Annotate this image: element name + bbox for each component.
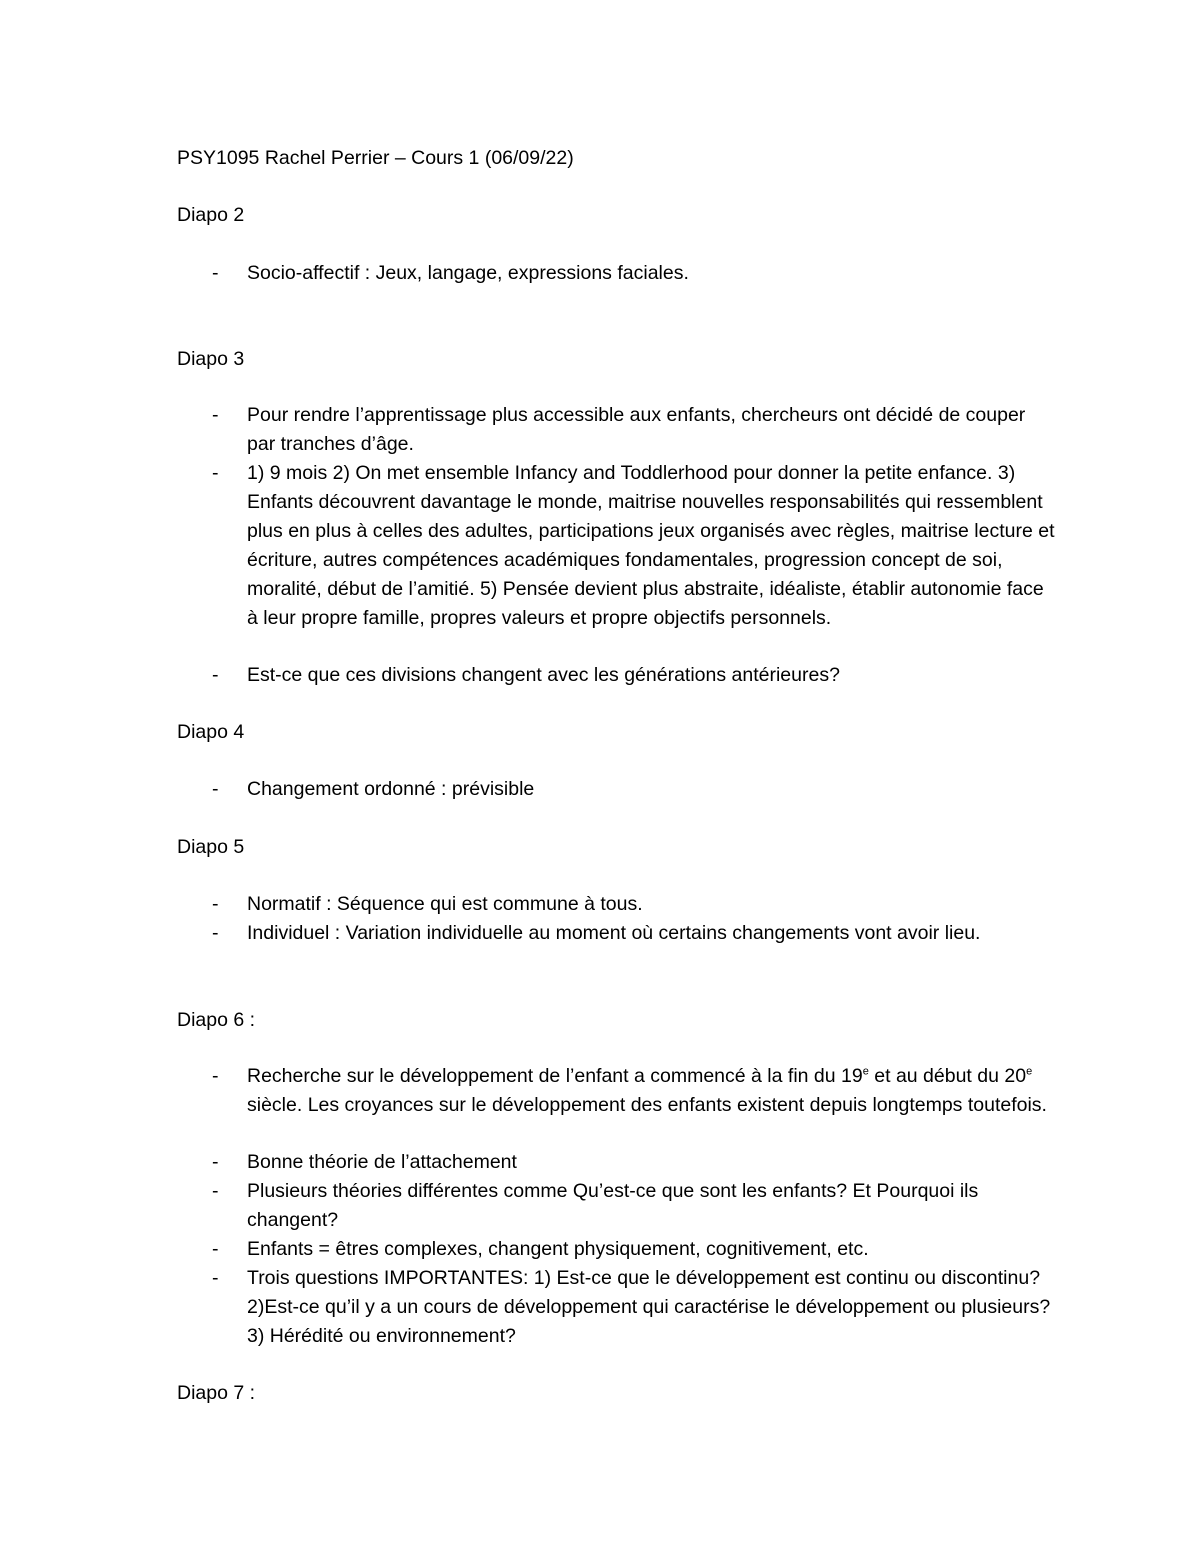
list-item: [177, 459, 1057, 633]
document-title: PSY1095 Rachel Perrier – Cours 1 (06/09/22): [177, 147, 574, 169]
bullet-dash: -: [212, 893, 219, 915]
heading-diapo-4: Diapo 4: [177, 721, 245, 743]
list-item-text: Bonne théorie de l’attachement: [247, 1151, 517, 1173]
list-item: [177, 1235, 1057, 1264]
list-item-text: Socio-affectif : Jeux, langage, expressions faciales.: [247, 262, 689, 284]
list-item-text: Pour rendre l’apprentissage plus accessible aux enfants, chercheurs ont décidé de couper par tranches d’âge.: [247, 404, 1026, 455]
bullet-dash: -: [212, 1180, 219, 1202]
list-item: [177, 890, 1057, 919]
list-item: [177, 1062, 1057, 1120]
heading-diapo-2: Diapo 2: [177, 204, 245, 226]
bullet-dash: -: [212, 1238, 219, 1260]
list-item-text: Normatif : Séquence qui est commune à tous.: [247, 893, 643, 915]
list-item-text: Est-ce que ces divisions changent avec les générations antérieures?: [247, 664, 840, 686]
list-item-text: 1) 9 mois 2) On met ensemble Infancy and Toddlerhood pour donner la petite enfance. 3) Enfants découvrent davantage le monde, maitrise nouvelles responsabilités qui ressemblent plus en plus à celles des adultes, participations jeux organisés avec règles, maitrise lecture et écriture, autres compétences académiques fondamentales, progression concept de soi, moralité, début de l’amitié. 5) Pensée devient plus abstraite, idéaliste, établir autonomie face à leur propre famille, propres valeurs et propre objectifs personnels.: [247, 462, 1055, 629]
list-item-text: Changement ordonné : prévisible: [247, 778, 535, 800]
list-item-text: Enfants = êtres complexes, changent physiquement, cognitivement, etc.: [247, 1238, 869, 1260]
bullet-dash: -: [212, 404, 219, 426]
superscript: e: [1026, 1065, 1033, 1078]
text-segment: Recherche sur le développement de l’enfant a commencé à la fin du 19: [247, 1065, 863, 1087]
bullet-dash: -: [212, 1065, 219, 1087]
list-item: [177, 661, 1057, 690]
heading-diapo-6: Diapo 6 :: [177, 1009, 256, 1031]
list-item-text: Individuel : Variation individuelle au moment où certains changements vont avoir lieu.: [247, 922, 981, 944]
text-segment: siècle. Les croyances sur le développement des enfants existent depuis longtemps toutefois.: [247, 1094, 1047, 1116]
bullet-dash: -: [212, 664, 219, 686]
text-segment: et au début du 20: [868, 1065, 1027, 1087]
bullet-dash: -: [212, 462, 219, 484]
heading-diapo-7: Diapo 7 :: [177, 1382, 256, 1404]
list-item-text: Trois questions IMPORTANTES: 1) Est-ce que le développement est continu ou discontinu? 2)Est-ce qu’il y a un cours de développement qui caractérise le développement ou plusieurs? 3) Hérédité ou environnement?: [247, 1267, 1051, 1347]
list-item-text: [247, 1062, 1057, 1120]
superscript: e: [862, 1065, 869, 1078]
list-item-text: Plusieurs théories différentes comme Qu’est-ce que sont les enfants? Et Pourquoi ils changent?: [247, 1180, 979, 1231]
heading-diapo-5: Diapo 5: [177, 836, 245, 858]
list-item: [177, 775, 1057, 804]
list-item: [177, 1264, 1057, 1351]
bullet-dash: -: [212, 1151, 219, 1173]
list-item: [177, 401, 1057, 459]
bullet-dash: -: [212, 1267, 219, 1289]
heading-diapo-3: Diapo 3: [177, 348, 245, 370]
list-item: [177, 919, 1057, 948]
list-item: [177, 259, 1057, 288]
bullet-dash: -: [212, 778, 219, 800]
bullet-dash: -: [212, 262, 219, 284]
list-item: [177, 1177, 1057, 1235]
bullet-dash: -: [212, 922, 219, 944]
list-item: [177, 1148, 1057, 1177]
